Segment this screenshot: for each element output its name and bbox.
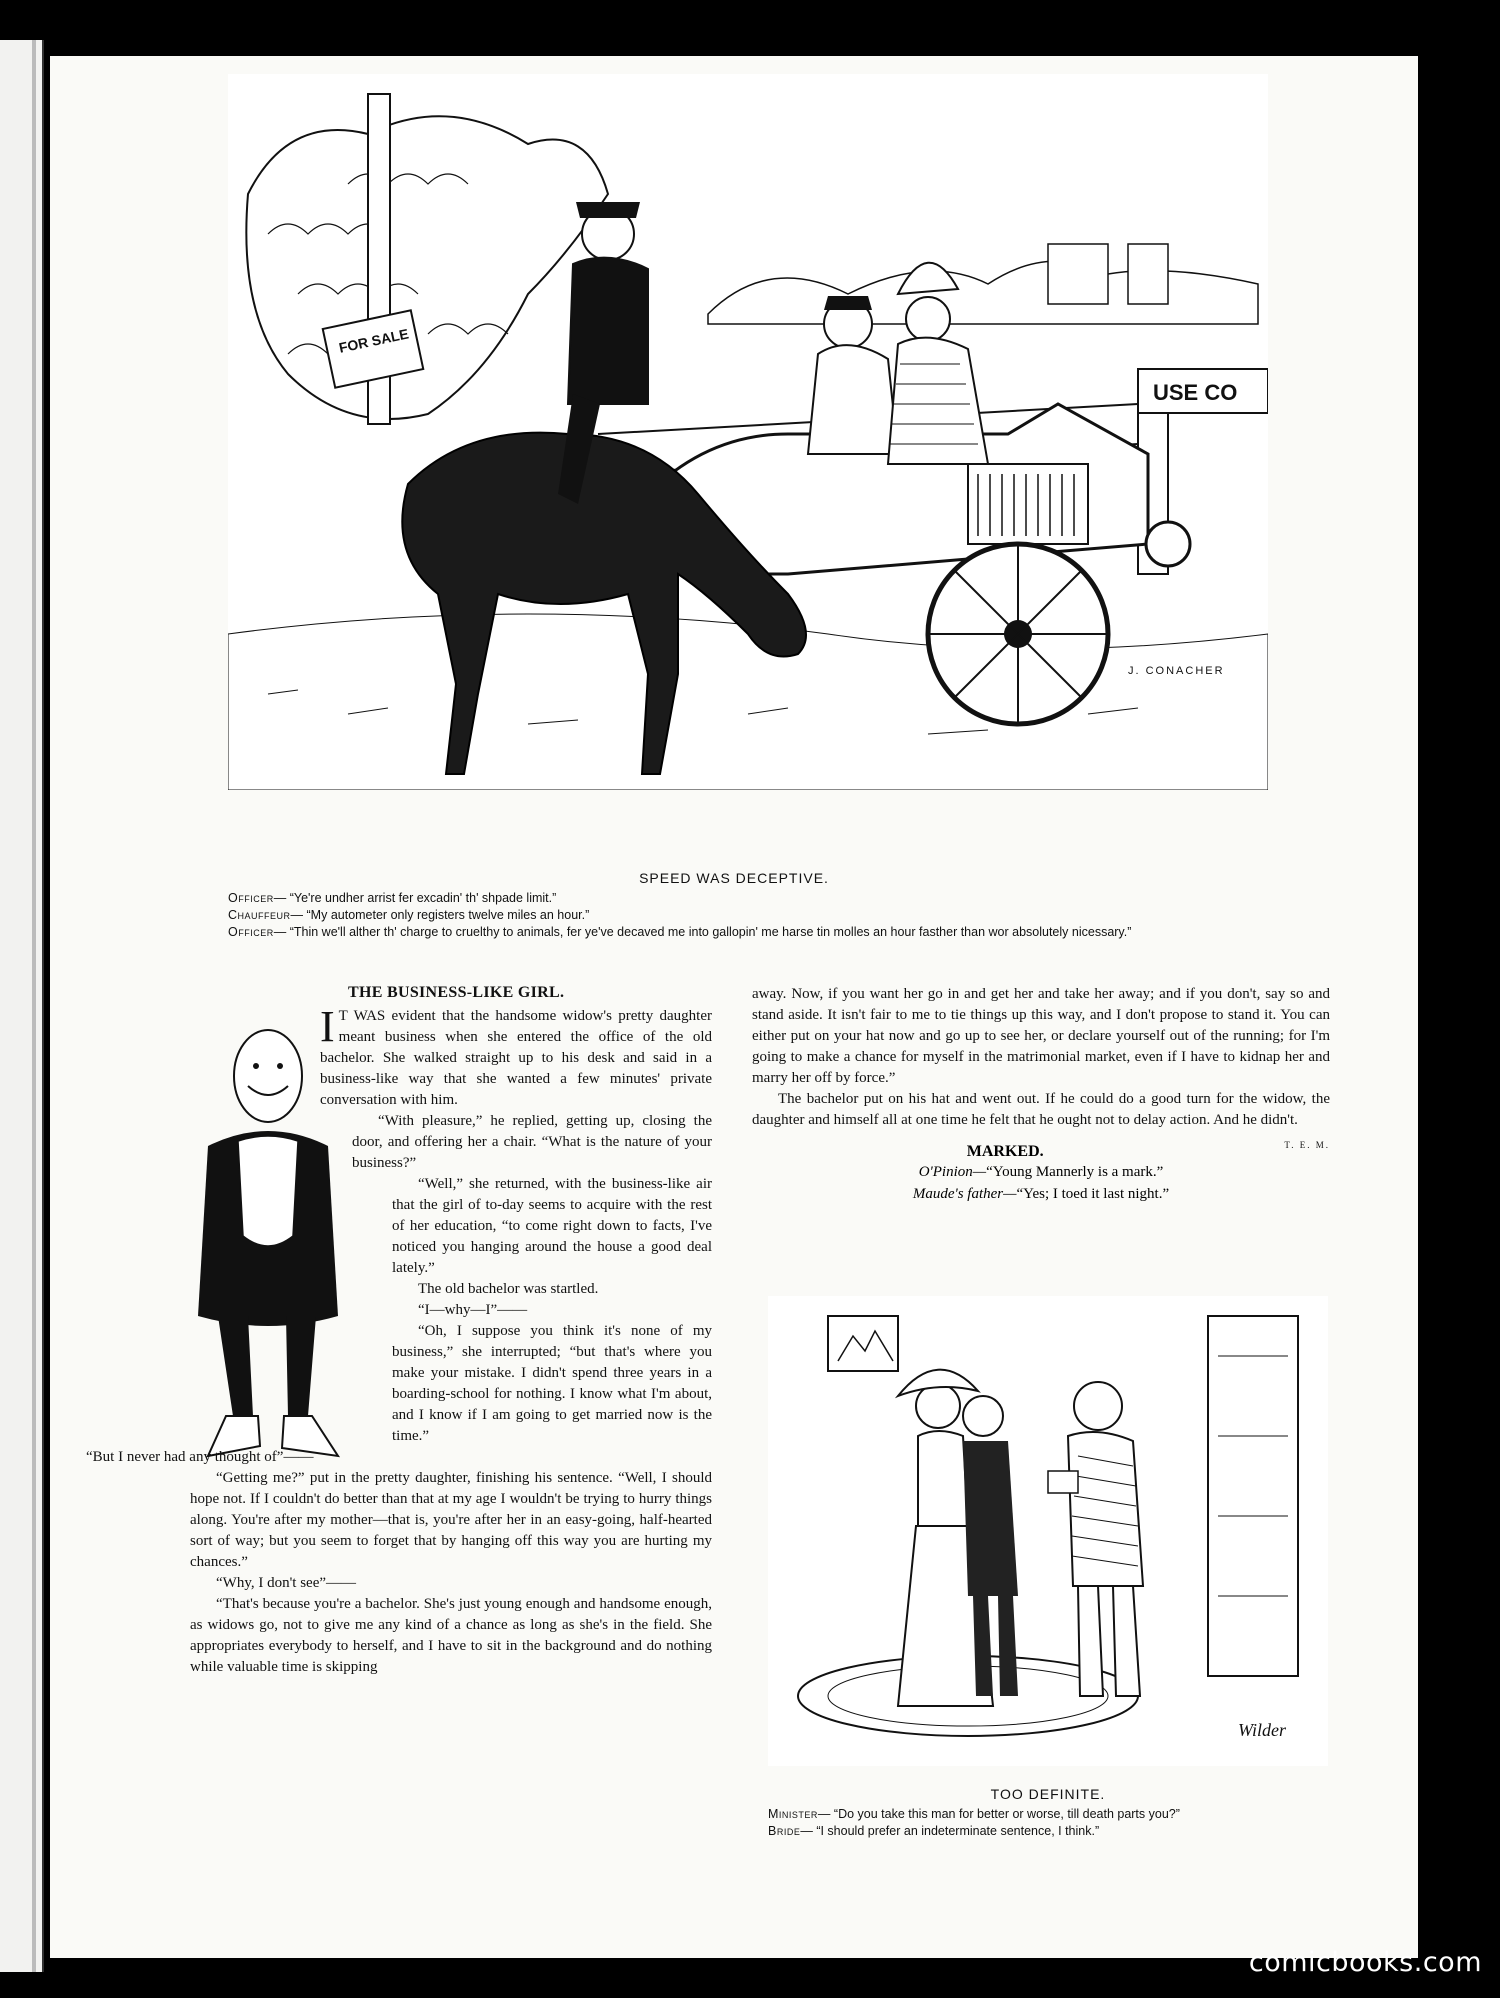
marked-line-2: Maude's father—“Yes; I toed it last night.” <box>912 1186 1170 1202</box>
dialog-speaker: Minister <box>768 1807 818 1821</box>
speed-cartoon-illustration <box>228 74 1268 790</box>
cartoon1-dialog <box>228 890 1328 941</box>
story-closing-para: The bachelor put on his hat and went out. If he could do a good turn for the widow, the daughter and himself all at one time he felt that he ought not to delay action. And he didn't. T. E. M. <box>752 1089 1330 1131</box>
story-para-2: “With pleasure,” he replied, getting up, closing the door, and offering her a chair. “What is the nature of your business?” <box>352 1113 712 1171</box>
story-para-6: “Oh, I suppose you think it's none of my business,” she interrupted; “but that's where you make your mistake. I didn't spend three years in a boarding-school for nothing. I know what I'm about, and I know if I am going to get married now is the time.” <box>392 1323 712 1444</box>
site-watermark: comicbooks.com <box>1248 1947 1482 1978</box>
story-continued-para: away. Now, if you want her go in and get her and take her away; and if you don't, say so and stand aside. It isn't fair to me to tie things up this way, and I don't propose to stand it. You can either put on your hat now and go up to see her, or declare yourself out of the running; for I'm going to make a chance for myself in the matrimonial market, even if I have to kidnap her and marry her off by force.” <box>752 986 1330 1086</box>
dialog-speaker: Chauffeur <box>228 908 291 922</box>
marked-title: MARKED. <box>966 1143 1044 1160</box>
dialog-text: “Do you take this man for better or worse, till death parts you?” <box>833 1807 1180 1821</box>
dialog-line: Chauffeur— “My autometer only registers twelve miles an hour.” <box>228 908 590 922</box>
story-column-right <box>752 984 1330 1205</box>
dialog-line: Officer— “Ye're undher arrist fer excadin' th' shpade limit.” <box>228 891 557 905</box>
artist-signature: J. CONACHER <box>1128 665 1225 677</box>
story-column-left <box>86 1002 712 1678</box>
magazine-page <box>50 56 1418 1958</box>
story-para-3: “Well,” she returned, with the business-like air that the girl of to-day seems to acquire with the rest of her education, “to come right down to facts, I've noticed you hanging around the house a good deal lately.” <box>392 1176 712 1276</box>
drop-cap: I <box>320 1002 335 1051</box>
story-para-1: I T WAS evident that the handsome widow's pretty daughter meant business when she entered the office of the old bachelor. She walked straight up to his desk and said in a business-like way that she wanted a few minutes' private conversation with him. <box>320 1002 712 1108</box>
dialog-line: Bride— “I should prefer an indeterminate sentence, I think.” <box>768 1824 1100 1838</box>
dialog-speaker: Officer <box>228 925 274 939</box>
wilder-signature: Wilder <box>1238 1720 1286 1740</box>
dialog-line: Minister— “Do you take this man for better or worse, till death parts you?” <box>768 1807 1180 1821</box>
dialog-line: Officer— “Thin we'll alther th' charge to cruelthy to animals, fer ye've decaved me into gallopin' me harse tin molles an hour fasther than wor absolutely nicessary.” <box>228 925 1132 939</box>
story-para-10: “That's because you're a bachelor. She's just young enough and handsome enough, as widows go, not to give me any kind of a chance as long as she's in the field. She appropriates everybody to herself, and I have to sit in the background and do nothing while valuable time is skipping <box>190 1596 712 1675</box>
story-para-4: The old bachelor was startled. <box>418 1281 599 1297</box>
wedding-cartoon-illustration <box>768 1296 1328 1766</box>
story-para-5: “I—why—I”—— <box>418 1302 528 1318</box>
author-initials: T. E. M. <box>1284 1140 1330 1150</box>
cartoon1-title: SPEED WAS DECEPTIVE. <box>639 870 829 886</box>
dialog-text: “Ye're undher arrist fer excadin' th' shpade limit.” <box>289 891 557 905</box>
dialog-text: “Thin we'll alther th' charge to cruelthy to animals, fer ye've decaved me into gallopin' me harse tin molles an hour fasther than wor absolutely nicessary.” <box>289 925 1132 939</box>
adjacent-page-edge <box>0 40 44 1972</box>
dialog-speaker: Officer <box>228 891 274 905</box>
dialog-text: “I should prefer an indeterminate sentence, I think.” <box>816 1824 1100 1838</box>
story-para-7: “But I never had any thought of”—— <box>86 1449 314 1465</box>
story-upper-wrapped <box>320 1002 712 1447</box>
story-title: THE BUSINESS-LIKE GIRL. <box>348 984 565 1001</box>
cartoon2-dialog <box>768 1806 1348 1840</box>
marked-line-1: O'Pinion—“Young Mannerly is a mark.” <box>918 1164 1164 1180</box>
dialog-speaker: Bride <box>768 1824 801 1838</box>
dialog-text: “My autometer only registers twelve miles an hour.” <box>306 908 590 922</box>
for-sale-sign: FOR SALE <box>337 325 410 356</box>
story-para-8: “Getting me?” put in the pretty daughter, finishing his sentence. “Well, I should hope not. If I couldn't do better than that at my age I wouldn't be trying to hurry things along. You're after my mother—that is, you're after her in an easy-going, half-hearted sort of way; but you seem to forget that by hanging off this way you are hurting my chances.” <box>190 1470 712 1570</box>
cartoon2-title: TOO DEFINITE. <box>990 1786 1106 1802</box>
story-para-9: “Why, I don't see”—— <box>216 1575 357 1591</box>
use-sign: USE CO <box>1153 380 1238 405</box>
